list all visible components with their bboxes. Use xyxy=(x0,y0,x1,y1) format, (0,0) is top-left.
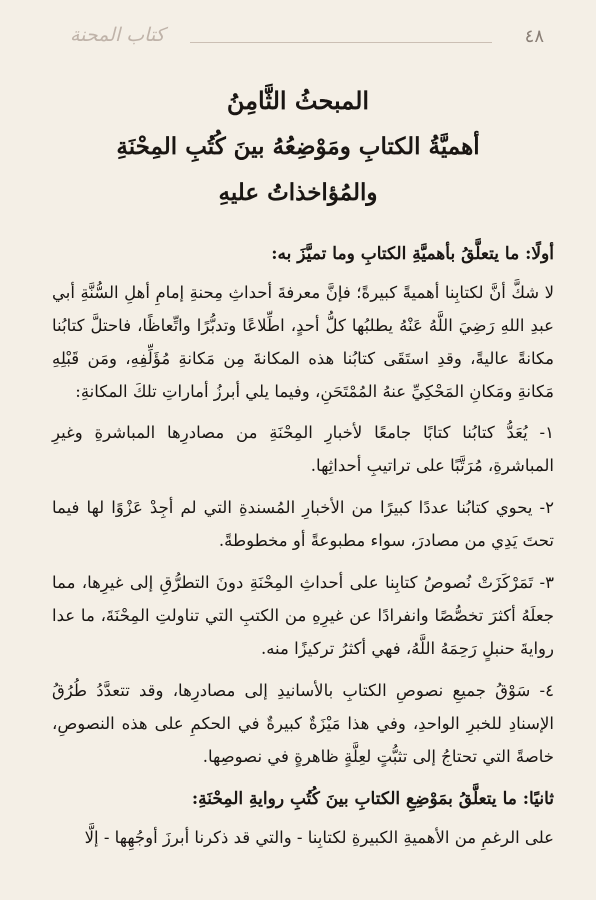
chapter-subtitle-2: والمُؤاخذاتُ عليهِ xyxy=(218,179,378,206)
list-item-1: ١- يُعَدُّ كتابُنا كتابًا جامعًا لأخبارِ المِحْنَةِ من مصادرِها المباشرةِ وغيرِ المباشرةِ، مُرَتَّبًا على تراتيبِ أحداثِها. xyxy=(52,423,554,475)
section-1-heading: أولًا: ما يتعلَّقُ بأهميَّةِ الكتابِ وما تميَّزَ به: xyxy=(271,244,554,264)
chapter-title: المبحثُ الثَّامِنُ xyxy=(226,86,370,115)
section-1-intro: لا شكَّ أنَّ لكتابِنا أهميةً كبيرةً؛ فإنَّ معرفةَ أحداثِ مِحنةِ إمامِ أهلِ السُّنَّةِ أبي عبدِ اللهِ رَضِيَ اللَّهُ عَنْهُ يطلبُها كلُّ أحدٍ، اطِّلاعًا وتدبُّرًا واتِّعاظًا، فاحتلَّ كتابُنا مكانةً عاليةً، وقدِ استَقَى كتابُنا هذه المكانةَ مِن مَكانةِ مُؤَلِّفِهِ، ومَن قَبْلِهِ مَكانةِ ومَكانِ المَحْكِيِّ عنهُ المُمْتَحَنِ، وفيما يلي أبرزُ أماراتِ تلكَ المكانةِ: xyxy=(52,283,554,401)
page-header xyxy=(70,20,544,54)
header-rule xyxy=(190,42,492,43)
chapter-subtitle-1: أهميَّةُ الكتابِ ومَوْضِعُهُ بينَ كُتُبِ المِحْنَةِ xyxy=(116,133,480,160)
chapter-titles xyxy=(40,78,556,216)
list-item-3: ٣- تَمَرْكَزَتْ نُصوصُ كتابِنا على أحداثِ المِحْنَةِ دونَ التطرُّقِ إلى غيرِها، مما جعلَهُ أكثرَ تخصُّصًا وانفرادًا عن غيرِهِ من الكتبِ التي تناولتِ المِحْنَةَ، ما عدا روايةَ حنبلٍ رَحِمَهُ اللَّهُ، فهي أكثرُ تركيزًا منه. xyxy=(52,573,554,658)
page-number: ٤٨ xyxy=(524,26,544,47)
running-title: كتاب المحنة xyxy=(70,24,165,46)
list-item-2: ٢- يحوي كتابُنا عددًا كبيرًا من الأخبارِ المُسندةِ التي لم أجِدْ عَزْوًا لها فيما تحتَ يَدِي من مصادرَ، سواء مطبوعةً أو مخطوطةً. xyxy=(52,498,554,550)
section-2-intro: على الرغمِ من الأهميةِ الكبيرةِ لكتابِنا - والتي قد ذكرنا أبرزَ أوجُهِها - إلَّا xyxy=(84,828,554,847)
page-body xyxy=(52,238,554,862)
list-item-4: ٤- سَوْقُ جميعِ نصوصِ الكتابِ بالأسانيدِ إلى مصادرِها، وقد تتعدَّدُ طُرُقُ الإسنادِ للخبرِ الواحدِ، وفي هذا مَيْزَةٌ كبيرةٌ في الحكمِ على هذه النصوصِ، خاصةً التي تحتاجُ إلى تثبُّتٍ لعِلَّةٍ ظاهرةٍ في نصوصِها. xyxy=(52,681,554,766)
section-2-heading: ثانيًا: ما يتعلَّقُ بمَوْضِعِ الكتابِ بينَ كُتُبِ روايةِ المِحْنَةِ: xyxy=(191,789,554,809)
